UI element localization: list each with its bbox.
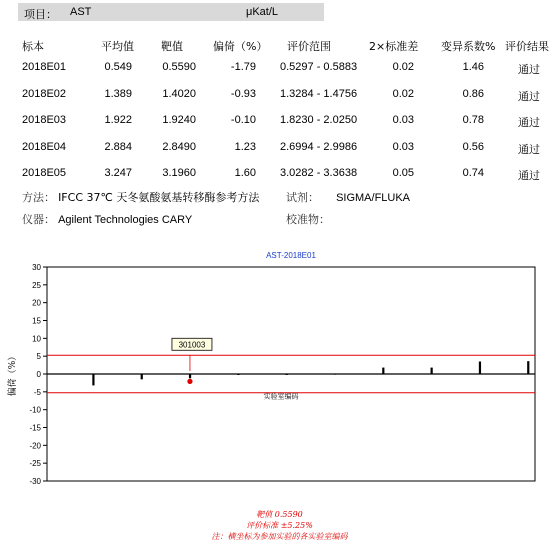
cell-target: 2.8490 bbox=[162, 140, 196, 153]
cell-target: 3.1960 bbox=[162, 167, 196, 179]
cell-result: 通过 bbox=[518, 142, 540, 156]
cell-2sd: 0.02 bbox=[392, 87, 414, 100]
footer-criteria: 评价标准 ±5.25% bbox=[246, 521, 313, 530]
bias-bar bbox=[92, 374, 94, 385]
cell-2sd: 0.02 bbox=[392, 61, 414, 73]
cell-result: 通过 bbox=[518, 169, 540, 182]
bias-bar bbox=[189, 374, 191, 378]
y-tick-label: -15 bbox=[29, 423, 41, 433]
cell-2sd: 0.03 bbox=[392, 140, 414, 153]
footer-note: 注：横坐标为参加实验的各实验室编码 bbox=[211, 532, 348, 541]
cell-target: 1.9240 bbox=[162, 114, 196, 126]
bias-bar bbox=[286, 374, 288, 375]
y-tick-label: 25 bbox=[32, 280, 41, 290]
reagent-value: SIGMA/FLUKA bbox=[336, 192, 411, 204]
cell-2sd: 0.03 bbox=[392, 114, 414, 126]
bias-bar bbox=[479, 362, 481, 374]
cell-mean: 1.389 bbox=[104, 87, 132, 100]
cell-bias: 1.23 bbox=[234, 140, 256, 153]
cell-result: 通过 bbox=[518, 63, 540, 76]
cell-mean: 1.922 bbox=[104, 114, 132, 126]
chart-title: AST-2018E01 bbox=[266, 251, 316, 260]
bias-bar bbox=[141, 374, 143, 379]
bias-bar bbox=[382, 368, 384, 374]
y-tick-label: 30 bbox=[32, 263, 41, 272]
y-tick-label: 15 bbox=[32, 316, 41, 326]
col-range: 评价范围 bbox=[287, 40, 331, 53]
y-tick-label: 20 bbox=[32, 298, 41, 308]
bias-bar bbox=[431, 368, 433, 374]
calibrator-row bbox=[286, 211, 330, 227]
cell-bias: -0.93 bbox=[230, 87, 256, 100]
cell-specimen: 2018E02 bbox=[22, 87, 67, 100]
calibrator-label: 校准物： bbox=[286, 213, 330, 226]
item-value: AST bbox=[70, 6, 92, 18]
cell-cv: 1.46 bbox=[462, 61, 484, 73]
col-target: 靶值 bbox=[161, 40, 183, 53]
cell-range: 1.3284 - 1.4756 bbox=[280, 87, 358, 100]
cell-2sd: 0.05 bbox=[392, 167, 414, 179]
cell-range: 0.5297 - 0.5883 bbox=[280, 61, 358, 73]
cell-bias: -0.10 bbox=[230, 114, 256, 126]
instrument-label: 仪器： bbox=[22, 213, 55, 226]
cell-specimen: 2018E01 bbox=[22, 61, 67, 73]
instrument-row bbox=[22, 211, 192, 227]
y-tick-label: 5 bbox=[36, 352, 41, 362]
y-tick-label: -10 bbox=[29, 405, 41, 415]
cell-result: 通过 bbox=[518, 116, 540, 129]
cell-specimen: 2018E03 bbox=[22, 114, 67, 126]
cell-target: 1.4020 bbox=[162, 87, 196, 100]
cell-cv: 0.86 bbox=[462, 87, 484, 100]
cell-cv: 0.74 bbox=[462, 167, 484, 179]
col-cv: 变异系数% bbox=[441, 40, 496, 53]
col-bias: 偏倚（%） bbox=[213, 40, 268, 53]
y-tick-label: 0 bbox=[36, 370, 41, 379]
item-label: 项目： bbox=[24, 8, 57, 21]
y-tick-label: -25 bbox=[29, 459, 41, 469]
reagent-label: 试剂： bbox=[286, 191, 319, 204]
cell-result: 通过 bbox=[518, 89, 540, 103]
item-header-bar bbox=[18, 3, 324, 21]
highlight-point bbox=[187, 379, 192, 384]
col-mean: 平均值 bbox=[101, 40, 134, 53]
cell-target: 0.5590 bbox=[162, 61, 196, 73]
center-annotation: 实验室编码 bbox=[263, 392, 299, 401]
bias-bar bbox=[237, 374, 239, 375]
y-tick-label: -5 bbox=[33, 387, 41, 397]
cell-bias: -1.79 bbox=[230, 61, 256, 73]
method-label: 方法： bbox=[22, 191, 55, 204]
cell-specimen: 2018E05 bbox=[22, 167, 67, 179]
col-specimen: 标本 bbox=[22, 40, 44, 53]
y-axis-label: 偏倚（%） bbox=[8, 351, 18, 397]
y-tick-label: 10 bbox=[32, 334, 41, 344]
cell-mean: 3.247 bbox=[104, 167, 132, 179]
unit-label: μKat/L bbox=[246, 6, 279, 18]
footer-target: 靶值 0.5590 bbox=[256, 510, 303, 519]
bias-bar bbox=[527, 361, 529, 374]
instrument-value: Agilent Technologies CARY bbox=[58, 214, 193, 226]
y-tick-label: -20 bbox=[29, 441, 41, 451]
cell-mean: 2.884 bbox=[104, 140, 132, 153]
cell-cv: 0.78 bbox=[462, 114, 484, 126]
cell-cv: 0.56 bbox=[462, 140, 484, 153]
cell-specimen: 2018E04 bbox=[22, 140, 67, 153]
cell-mean: 0.549 bbox=[104, 61, 132, 73]
col-2sd: 2×标准差 bbox=[369, 40, 419, 53]
reagent-row bbox=[286, 189, 410, 205]
bias-bar bbox=[334, 374, 336, 375]
bias-chart bbox=[0, 245, 559, 505]
cell-range: 2.6994 - 2.9986 bbox=[280, 140, 358, 153]
highlight-label: 301003 bbox=[178, 340, 206, 350]
cell-bias: 1.60 bbox=[234, 167, 256, 179]
cell-range: 3.0282 - 3.3638 bbox=[280, 167, 358, 179]
method-row bbox=[22, 189, 259, 205]
y-tick-label: -30 bbox=[29, 477, 41, 486]
method-value: IFCC 37℃ 天冬氨酸氨基转移酶参考方法 bbox=[58, 191, 260, 204]
cell-range: 1.8230 - 2.0250 bbox=[280, 114, 358, 126]
col-result: 评价结果 bbox=[505, 40, 549, 53]
